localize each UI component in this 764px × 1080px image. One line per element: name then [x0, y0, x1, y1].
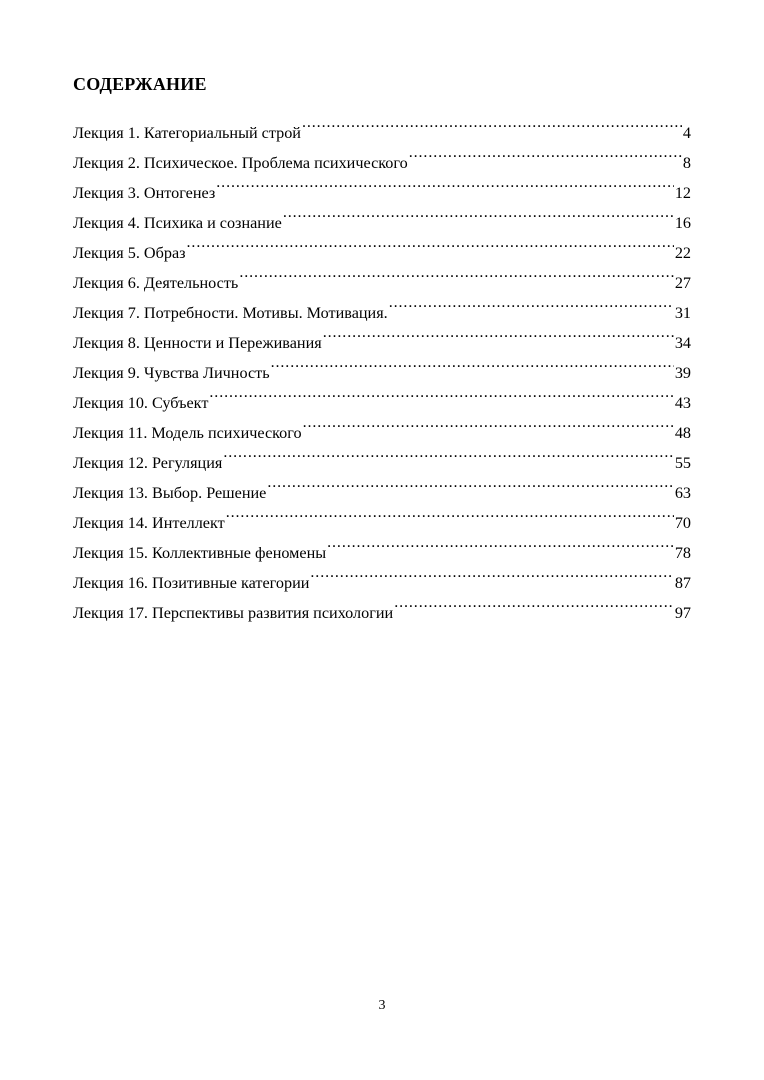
toc-leader-dots: [226, 498, 674, 528]
table-of-contents: [73, 108, 691, 622]
toc-leader-dots: [271, 348, 674, 378]
toc-leader-dots: [394, 588, 674, 618]
toc-entry-label: Лекция 16. Позитивные категории: [73, 574, 310, 592]
toc-entry-label: Лекция 7. Потребности. Мотивы. Мотивация.: [73, 304, 388, 322]
toc-entry-page: 48: [674, 424, 691, 442]
toc-entry-label: Лекция 5. Образ: [73, 244, 186, 262]
toc-leader-dots: [303, 408, 674, 438]
toc-entry-page: 16: [674, 214, 691, 232]
toc-leader-dots: [239, 258, 673, 288]
toc-leader-dots: [323, 318, 674, 348]
toc-entry-label: Лекция 4. Психика и сознание: [73, 214, 282, 232]
toc-entry-page: 87: [674, 574, 691, 592]
toc-entry-page: 78: [674, 544, 691, 562]
toc-entry[interactable]: [73, 108, 691, 142]
page-title: СОДЕРЖАНИЕ: [73, 74, 207, 94]
toc-entry-label: Лекция 2. Психическое. Проблема психического: [73, 154, 408, 172]
toc-entry-label: Лекция 14. Интеллект: [73, 514, 225, 532]
toc-entry-page: 97: [674, 604, 691, 622]
page-number: 3: [378, 998, 386, 1013]
toc-entry-page: 39: [674, 364, 691, 382]
toc-entry-label: Лекция 3. Онтогенез: [73, 184, 216, 202]
toc-entry-label: Лекция 6. Деятельность: [73, 274, 239, 292]
toc-leader-dots: [216, 168, 674, 198]
toc-entry-label: Лекция 9. Чувства Личность: [73, 364, 270, 382]
toc-leader-dots: [409, 138, 682, 168]
toc-entry-label: Лекция 15. Коллективные феномены: [73, 544, 327, 562]
toc-entry-page: 70: [674, 514, 691, 532]
toc-entry-page: 55: [674, 454, 691, 472]
toc-leader-dots: [187, 228, 674, 258]
toc-entry-label: Лекция 11. Модель психического: [73, 424, 302, 442]
toc-leader-dots: [389, 288, 674, 318]
toc-entry-label: Лекция 1. Категориальный строй: [73, 124, 301, 142]
toc-entry-page: 31: [674, 304, 691, 322]
toc-entry-page: 22: [674, 244, 691, 262]
toc-entry-label: Лекция 17. Перспективы развития психологии: [73, 604, 394, 622]
toc-entry-label: Лекция 12. Регуляция: [73, 454, 223, 472]
toc-entry-page: 34: [674, 334, 691, 352]
toc-leader-dots: [283, 198, 674, 228]
toc-leader-dots: [209, 378, 673, 408]
toc-leader-dots: [267, 468, 673, 498]
toc-entry-label: Лекция 13. Выбор. Решение: [73, 484, 267, 502]
toc-entry-label: Лекция 10. Субъект: [73, 394, 209, 412]
toc-entry-page: 8: [682, 154, 691, 172]
toc-entry-page: 63: [674, 484, 691, 502]
toc-leader-dots: [327, 528, 674, 558]
toc-leader-dots: [310, 558, 673, 588]
toc-leader-dots: [223, 438, 674, 468]
toc-entry-page: 12: [674, 184, 691, 202]
toc-leader-dots: [302, 108, 682, 138]
toc-entry-label: Лекция 8. Ценности и Переживания: [73, 334, 322, 352]
toc-entry-page: 43: [674, 394, 691, 412]
toc-entry-page: 27: [674, 274, 691, 292]
toc-entry-page: 4: [682, 124, 691, 142]
